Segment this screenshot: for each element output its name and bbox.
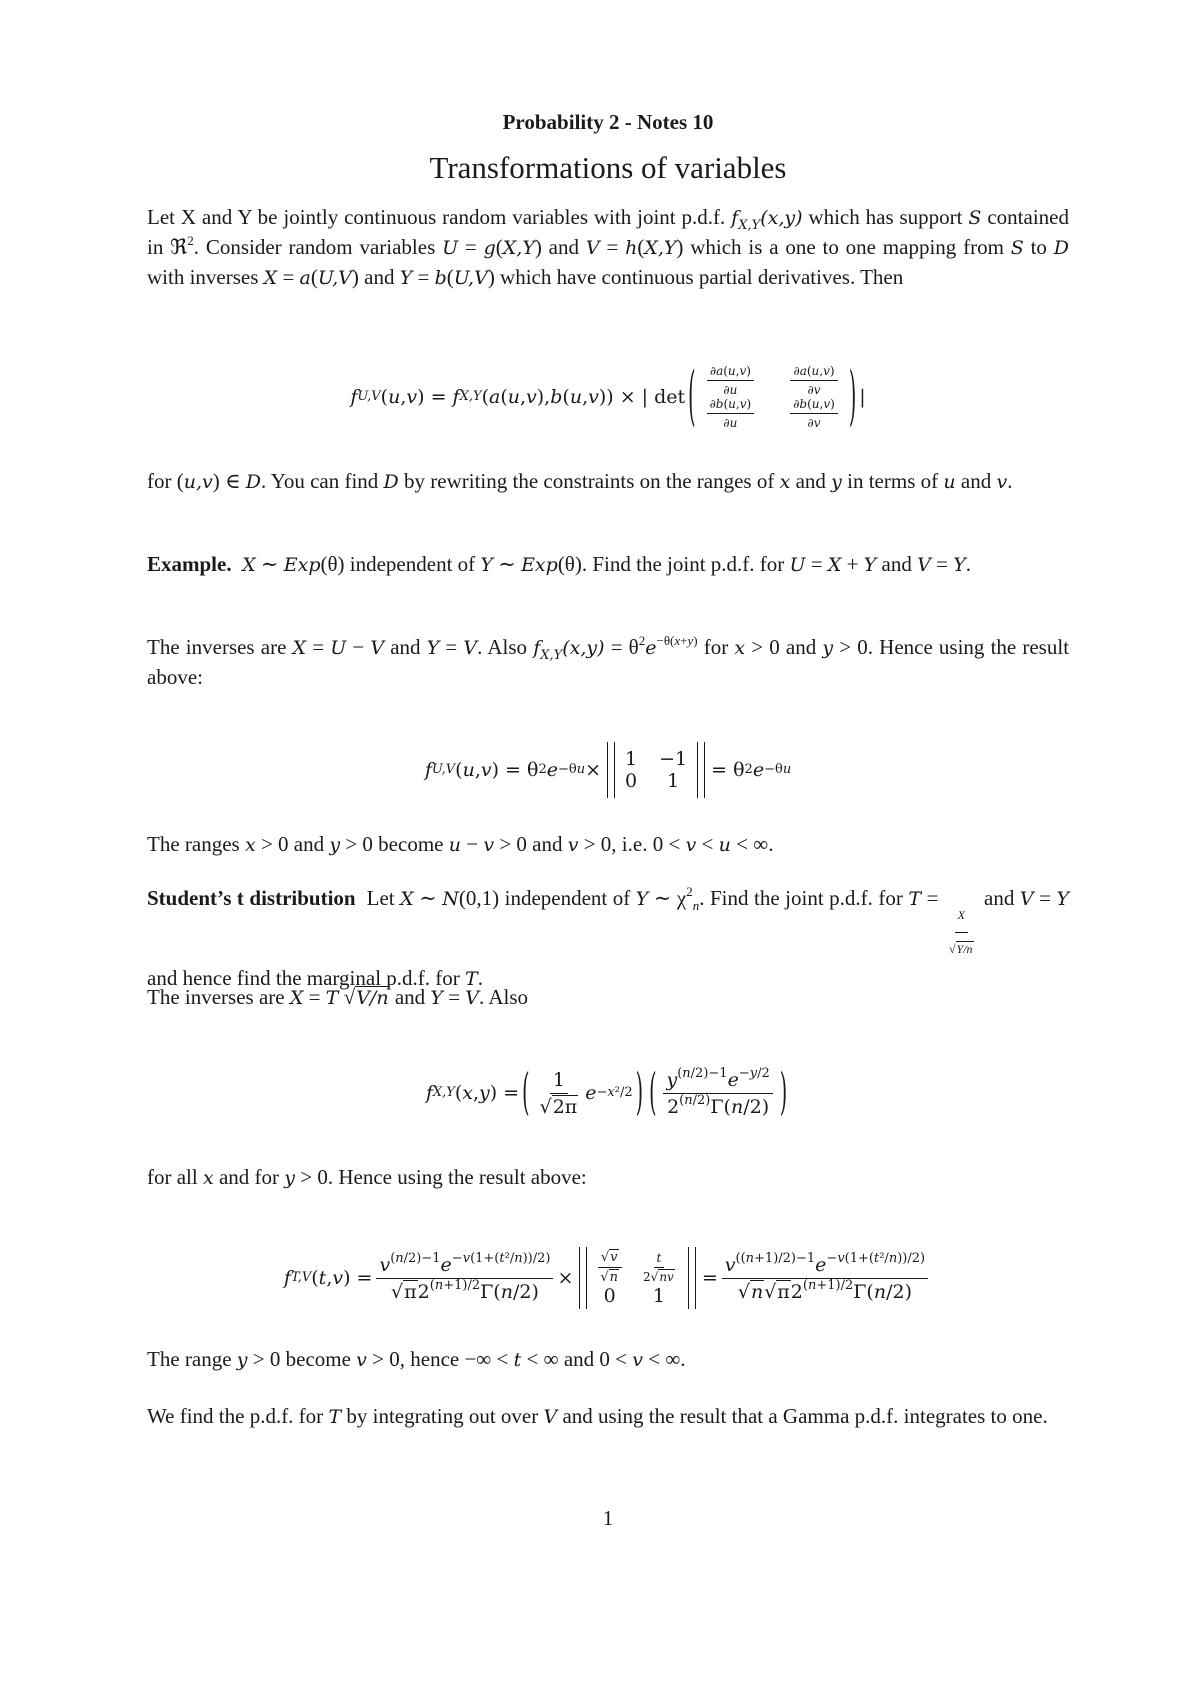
domain-paragraph: for (u,v) ∈ D. You can find D by rewriting the constraints on the ranges of x and y in terms of u and v. <box>147 469 1013 493</box>
example-2-closing: We find the p.d.f. for T by integrating out over V and using the result that a Gamma p.d.f. integrates to one. <box>147 1404 1048 1428</box>
intro-paragraph: Let X and Y be jointly continuous random variables with joint p.d.f. $f_{X,Y}(x,y)$ which has support S contained in ℜ$^2$. Consider random variables U = g(X,Y) and V = h(X,Y) which is a one to one mapping from S to D with inverses X = a(U,V) and Y = b(U,V) which have continuous partial derivatives. Then <box>147 205 1069 289</box>
page-number <box>147 1504 1069 1533</box>
example-1-label: Example. <box>147 552 232 576</box>
example-2-joint-xy-pdf: f X,Y ( x , y ) = ( $\frac{1}{√2\pi}$ e −x²/2 ) ( $\frac{y^{(n/2)-1}e^{-y/2}}{2^{(n/2)}\Gamma(n/2)}$ ) <box>425 1064 788 1122</box>
course-heading <box>147 108 1069 137</box>
page-number-text: 1 <box>602 1506 614 1530</box>
example-1-ranges: The ranges x > 0 and y > 0 become u − v > 0 and v > 0, i.e. 0 < v < u < ∞. <box>147 832 774 856</box>
example-2-joint-tv-pdf: f T,V ( t , v ) = $\frac{v^{(n/2)-1}e^{-v(1+(t^2/n))/2)}}{√\pi 2^{(n+1)/2}\Gamma(n/2)}$ × $\frac{√v}{√n}$ $\frac{t}{2√nv}$ 0 1 = $\frac{v^{((n+1)/2)-1}e^{-v(1+(t^2/n))/2)}}{√n√\pi 2^{(n+1)/2}\Gamma(n/2)}$ <box>147 1232 1069 1324</box>
paper-page <box>147 0 1069 1698</box>
jacobian-formula: f U,V ( u , v ) = f X,Y ( a ( u , v ), b ( u , v )) × | det ( $\frac{\partial a(u,v)}{\partial u}$ $\frac{\partial a(u,v)}{\partial v}$ $\frac{\partial b(u,v)}{\partial u}$ $\frac{\partial b(u,v)}{\partial v}$ ) | <box>350 359 866 435</box>
example-2-range: The range y > 0 become v > 0, hence −∞ < t < ∞ and 0 < v < ∞. <box>147 1347 686 1371</box>
example-2-for-all: for all x and for y > 0. Hence using the result above: <box>147 1165 587 1189</box>
example-1-inverses: The inverses are X = U − V and Y = V. Also $f_{X,Y}(x,y) = \theta^2e^{-\theta(x+y)}$ for x > 0 and y > 0. Hence using the result above: <box>147 633 1070 689</box>
example-1-joint-pdf: f U,V ( u , v ) = θ 2 e −θu × 1 −1 0 1 = θ 2 e −θu <box>147 735 1069 805</box>
example-2-label: Student’s t distribution <box>147 886 356 910</box>
course-title: Probability 2 - Notes 10 <box>502 110 714 134</box>
example-2-statement: Student’s t distribution Let X ∼ N(0,1) independent of Y ∼ $\chi^2_n$. Find the joint p.d.f. for T = $\frac{X}{√Y/n}$ and V = Y and hence find the marginal p.d.f. for T. <box>147 884 1070 990</box>
example-2-inverses: The inverses are X = T √V/n and Y = V. Also <box>147 985 529 1009</box>
page-title-text: Transformations of variables <box>429 150 787 185</box>
page-title <box>147 150 1069 186</box>
example-1-statement: Example. X ∼ Exp(θ) independent of Y ∼ Exp(θ). Find the joint p.d.f. for U = X + Y and V = Y. <box>147 552 971 576</box>
